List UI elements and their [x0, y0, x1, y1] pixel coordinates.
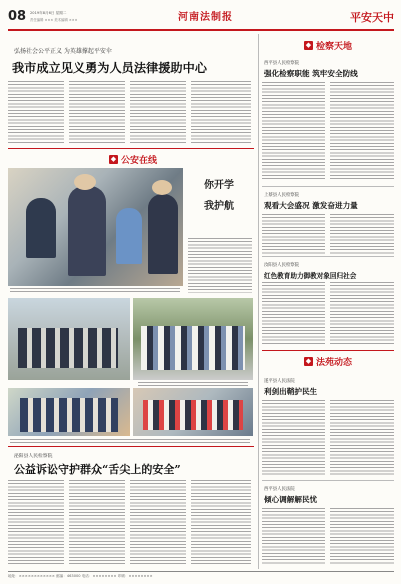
header-rule	[8, 29, 394, 31]
right-article-1-title: 强化检察职能 筑牢安全防线	[264, 69, 358, 78]
section-title: 平安天中	[350, 11, 394, 24]
law-article-2-title: 倾心调解解民忧	[264, 495, 318, 504]
paper-logo: 河南法制报	[178, 12, 233, 23]
bottom-article	[8, 446, 254, 566]
photo-campus-patrol	[133, 298, 253, 380]
tagline-line-2: 我护航	[204, 201, 234, 212]
law-article-2-kicker: 西平县人民法院	[264, 487, 295, 492]
law-article-2	[262, 484, 394, 568]
right-article-3-kicker: 汝阳县人民检察院	[264, 263, 300, 268]
law-article-2-body-a	[262, 508, 325, 564]
lead-body-col-1	[8, 81, 64, 145]
footer-line: 地址：×××××××××××× 邮编：463000 电话：×××××××× 印刷：××××××××	[8, 574, 153, 578]
law-article-2-body-b	[330, 508, 394, 564]
photo-section	[8, 148, 254, 438]
court-section-label: 法苑动态	[315, 357, 352, 368]
page-number: 08	[8, 9, 27, 24]
right-column	[262, 34, 394, 569]
right-article-3-body-b	[330, 282, 394, 346]
right-article-3-title: 红色教育助力御教对象回归社会	[264, 272, 357, 280]
right-article-2	[262, 190, 394, 256]
photo-traffic-safety	[133, 388, 253, 436]
right-article-3-body-a	[262, 282, 325, 346]
law-article-1-body-a	[262, 400, 325, 476]
bottom-body-col-3	[130, 480, 186, 564]
lead-body-col-2	[69, 81, 125, 145]
footer-rule	[8, 571, 394, 572]
photo-section-label: 公安在线	[120, 155, 157, 166]
shield-icon: ◆	[305, 40, 312, 49]
lead-body-col-4	[191, 81, 251, 145]
bottom-title: 公益诉讼守护群众“舌尖上的安全”	[14, 463, 181, 476]
photo-section-header	[78, 152, 188, 166]
lead-body-col-3	[130, 81, 186, 145]
bottom-kicker: 泌阳县人民检察院	[14, 454, 53, 459]
gavel-icon: ◆	[305, 356, 312, 365]
photo-tagline	[188, 176, 250, 212]
right-article-2-body-a	[262, 214, 325, 254]
lead-article	[8, 36, 254, 146]
photo-section-intro	[188, 238, 252, 293]
right-article-3	[262, 260, 394, 350]
bottom-body-col-2	[69, 480, 125, 564]
right-article-2-kicker: 上蔡县人民检察院	[264, 193, 300, 198]
law-article-1-body-b	[330, 400, 394, 476]
editor-line: 责任编辑 ××× 美术编辑 ×××	[30, 18, 78, 22]
law-article-1	[262, 376, 394, 478]
procuratorate-section-header	[262, 38, 394, 52]
photo-police-team	[8, 298, 130, 380]
photo-caption-3	[10, 439, 250, 443]
right-article-1-body-b	[330, 82, 394, 180]
date-line: 2019年8月6日 星期二	[30, 11, 67, 15]
photo-caption-2	[138, 382, 248, 386]
lead-kicker: 弘扬社会公平正义 为英雄撑起平安伞	[14, 48, 112, 55]
photo-caption-1	[10, 288, 180, 292]
law-article-1-title: 利剑出鞘护民生	[264, 387, 318, 396]
page-header	[8, 6, 394, 28]
photo-school-safety	[8, 168, 183, 286]
law-article-1-kicker: 遂平县人民法院	[264, 379, 295, 384]
right-article-1-kicker: 西平县人民检察院	[264, 61, 300, 66]
right-article-2-body-b	[330, 214, 394, 254]
bottom-body-col-1	[8, 480, 64, 564]
right-article-1-body-a	[262, 82, 325, 180]
right-article-2-title: 观看大会盛况 激发奋进力量	[264, 201, 358, 210]
court-section-header	[262, 354, 394, 368]
photo-students	[8, 388, 130, 436]
shield-icon: ◆	[110, 154, 117, 163]
lead-title: 我市成立见义勇为人员法律援助中心	[12, 61, 207, 75]
procuratorate-section-label: 检察天地	[315, 41, 352, 52]
bottom-body-col-4	[191, 480, 251, 564]
tagline-line-1: 你开学	[204, 180, 234, 191]
right-article-1	[262, 58, 394, 182]
column-divider	[258, 34, 259, 569]
